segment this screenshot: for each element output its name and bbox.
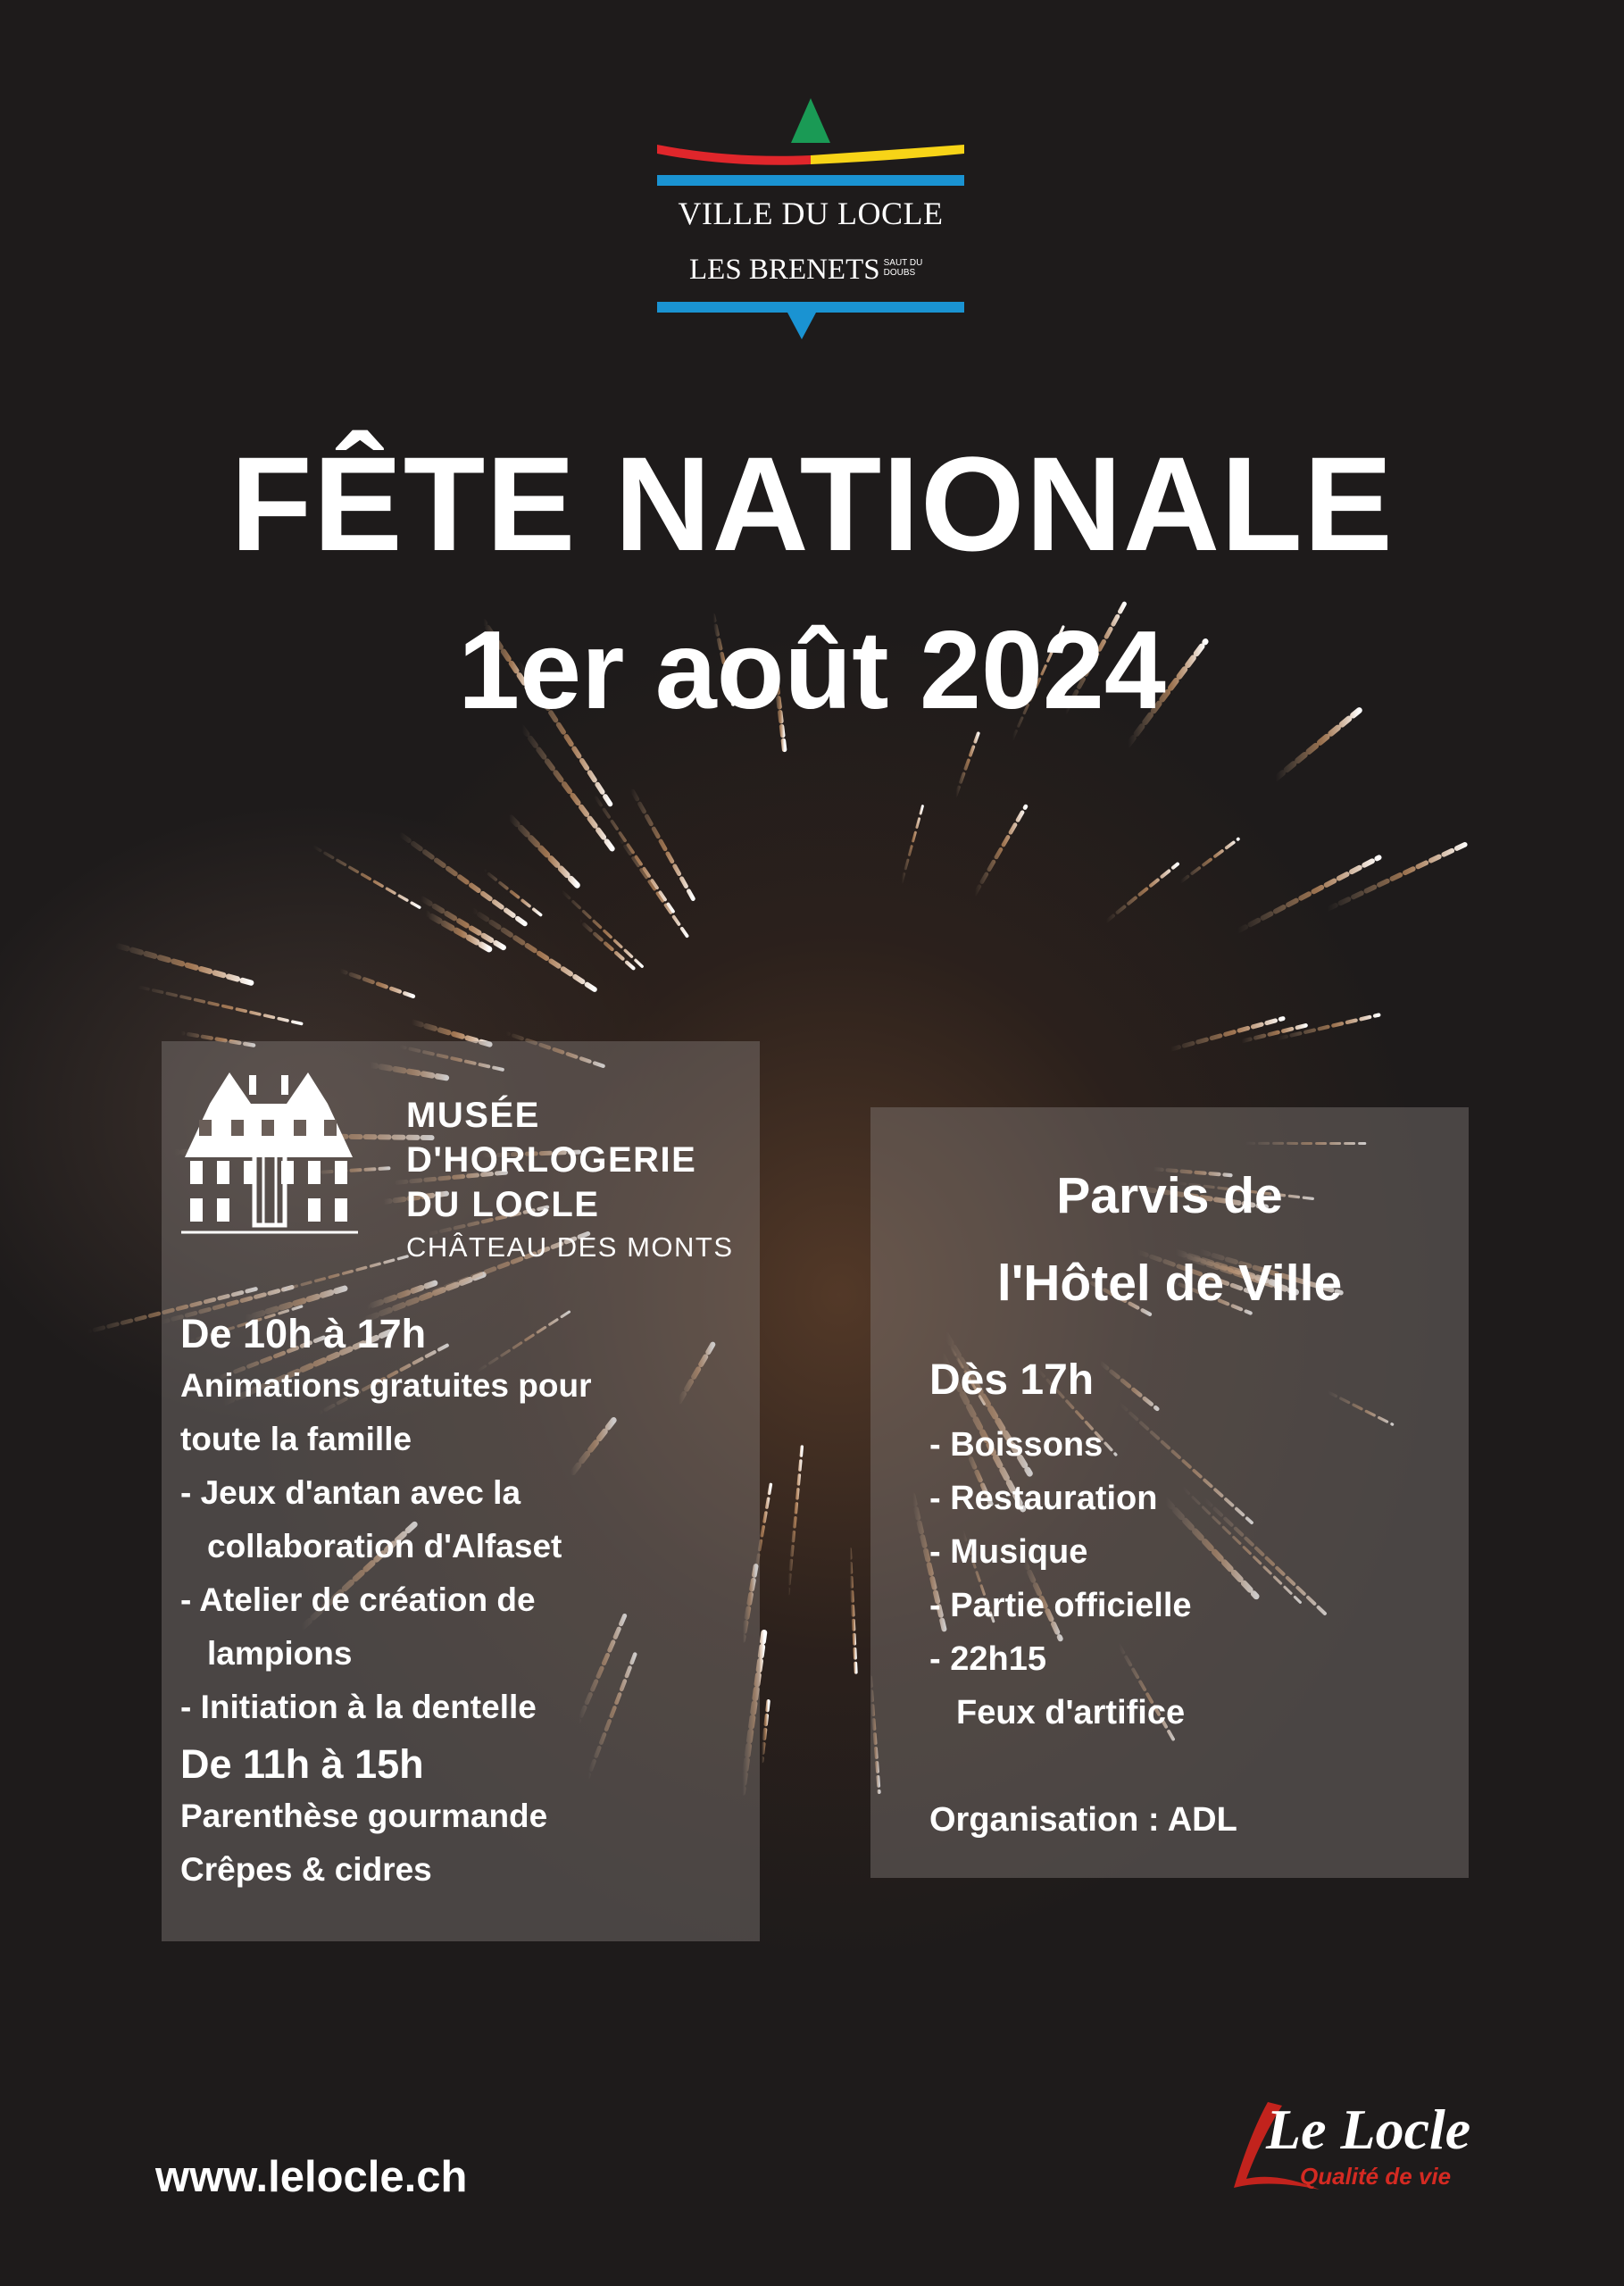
firework-streak	[399, 834, 525, 924]
museum-name-line: D'HORLOGERIE	[406, 1140, 697, 1180]
event-date: 1er août 2024	[458, 609, 1166, 732]
schedule-line: collaboration d'Alfaset	[207, 1528, 562, 1564]
museum-name-line: MUSÉE	[406, 1096, 540, 1135]
parvis-title-line: l'Hôtel de Ville	[996, 1255, 1343, 1312]
city-subtitle	[689, 254, 966, 287]
le-locle-brand-logo	[1214, 2090, 1482, 2206]
brand-tagline: Qualité de vie	[1300, 2163, 1452, 2190]
schedule-line: - Restauration	[929, 1480, 1158, 1517]
city-logo	[650, 96, 971, 346]
city-name: VILLE DU LOCLE	[678, 196, 944, 231]
firework-streak	[509, 816, 577, 886]
page-title: FÊTE NATIONALE	[230, 429, 1394, 579]
schedule-line: Feux d'artifice	[956, 1694, 1186, 1731]
museum-subtitle: CHÂTEAU DES MONTS	[406, 1231, 734, 1263]
parvis-schedule	[929, 1354, 1456, 1847]
city-sub-small-2: DOUBS	[883, 268, 916, 278]
schedule-line: - Initiation à la dentelle	[180, 1689, 537, 1725]
firework-streak	[975, 806, 1026, 894]
city-sub-small-1: SAUT DU	[883, 258, 923, 268]
firework-streak	[115, 945, 252, 982]
museum-name-line: DU LOCLE	[406, 1185, 600, 1224]
time-slot: De 10h à 17h	[180, 1311, 427, 1356]
schedule-line: - Jeux d'antan avec la	[180, 1474, 521, 1511]
firework-streak	[562, 891, 642, 966]
firework-streak	[788, 1447, 802, 1594]
firework-streak	[1180, 839, 1238, 882]
firework-streak	[594, 794, 673, 912]
firework-streak	[630, 788, 693, 898]
museum-schedule	[180, 1309, 752, 1897]
schedule-line: toute la famille	[180, 1421, 412, 1457]
schedule-line: - Partie officielle	[929, 1587, 1192, 1624]
city-sub-label: LES BRENETS	[689, 254, 880, 286]
time-slot: Dès 17h	[929, 1356, 1095, 1404]
schedule-line: Animations gratuites pour	[180, 1367, 592, 1404]
schedule-line: - Atelier de création de	[180, 1581, 536, 1618]
firework-streak	[1170, 1019, 1283, 1050]
firework-streak	[313, 847, 420, 907]
parvis-title	[870, 1152, 1469, 1327]
schedule-line: Crêpes & cidres	[180, 1851, 432, 1888]
firework-streak	[850, 1549, 856, 1676]
firework-streak	[619, 837, 687, 936]
parvis-panel	[870, 1107, 1469, 1878]
firework-streak	[762, 1701, 768, 1761]
museum-name	[406, 1093, 696, 1227]
schedule-line: - Musique	[929, 1533, 1088, 1571]
firework-streak	[1278, 1015, 1378, 1039]
firework-streak	[956, 730, 980, 796]
firework-streak	[1328, 844, 1468, 910]
firework-streak	[340, 971, 413, 997]
museum-panel	[162, 1041, 760, 1941]
schedule-line: Parenthèse gourmande	[180, 1798, 548, 1834]
museum-logo	[176, 1068, 756, 1263]
schedule-line: - 22h15	[929, 1640, 1046, 1678]
firework-streak	[1106, 864, 1178, 922]
chateau-building-icon	[176, 1068, 363, 1247]
firework-streak	[579, 921, 633, 968]
schedule-line: - Boissons	[929, 1426, 1103, 1464]
firework-streak	[138, 987, 302, 1023]
brand-name: Le Locle	[1266, 2098, 1471, 2161]
time-slot: De 11h à 15h	[180, 1741, 424, 1787]
organisation-label: Organisation : ADL	[929, 1801, 1237, 1839]
firework-streak	[902, 806, 922, 883]
schedule-line: lampions	[207, 1635, 353, 1672]
firework-streak	[484, 871, 540, 915]
city-sub-small	[884, 258, 923, 278]
parvis-title-line: Parvis de	[1056, 1167, 1283, 1224]
website-link[interactable]: www.lelocle.ch	[155, 2153, 468, 2201]
